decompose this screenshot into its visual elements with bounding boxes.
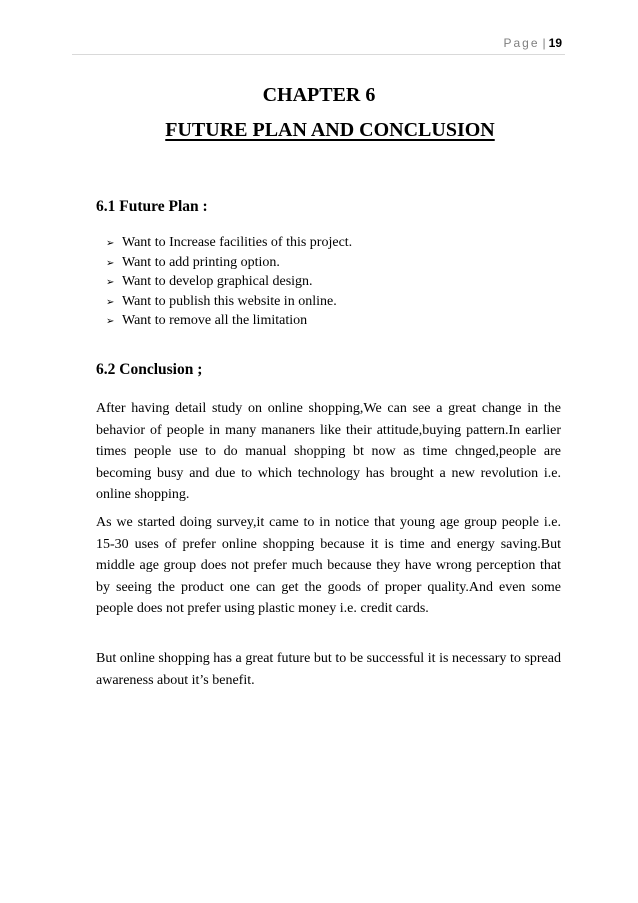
list-item: ➢ Want to add printing option. xyxy=(106,254,352,274)
chapter-title: CHAPTER 6 xyxy=(262,84,376,106)
page-number: 19 xyxy=(548,36,562,50)
conclusion-paragraph-1: After having detail study on online shopping,We can see a great change in the behavior of people in many mananers like their attitude,buying pattern.In earlier times people use to do manual shopping bt now as time chnged,people are becoming busy and due to which technology has brought a new revolution i.e. online shopping. xyxy=(96,401,561,502)
arrowhead-bullet-icon: ➢ xyxy=(106,257,115,269)
conclusion-paragraph-2: As we started doing survey,it came to in notice that young age group people i.e. 15-30 uses of prefer online shopping because it is time and energy saving.But middle age group does not prefer much because they have wrong perception that by seeing the product one can get the goods of proper quality.And even some people does not prefer using plastic money i.e. credit cards. xyxy=(96,515,561,616)
arrowhead-bullet-icon: ➢ xyxy=(106,277,115,288)
list-item: ➢ Want to develop graphical design. xyxy=(106,273,352,293)
future-plan-list xyxy=(106,234,352,332)
chapter-subtitle: FUTURE PLAN AND CONCLUSION xyxy=(165,119,495,141)
list-item: ➢ Want to remove all the limitation xyxy=(106,312,352,332)
header-rule xyxy=(72,54,565,55)
page-header xyxy=(72,36,562,50)
list-item: ➢ Want to Increase facilities of this project. xyxy=(106,234,352,254)
section-heading-conclusion: 6.2 Conclusion ; xyxy=(96,361,203,378)
list-item: ➢ Want to publish this website in online. xyxy=(106,293,352,313)
section-heading-future-plan: 6.1 Future Plan : xyxy=(96,198,208,215)
arrowhead-bullet-icon: ➢ xyxy=(106,316,115,327)
arrowhead-bullet-icon: ➢ xyxy=(106,238,115,249)
page-separator: | xyxy=(542,36,546,50)
conclusion-paragraph-3: But online shopping has a great future but to be successful it is necessary to spread awareness about it’s benefit. xyxy=(96,651,561,688)
page-word: Page xyxy=(503,36,540,50)
arrowhead-bullet-icon: ➢ xyxy=(106,296,115,308)
